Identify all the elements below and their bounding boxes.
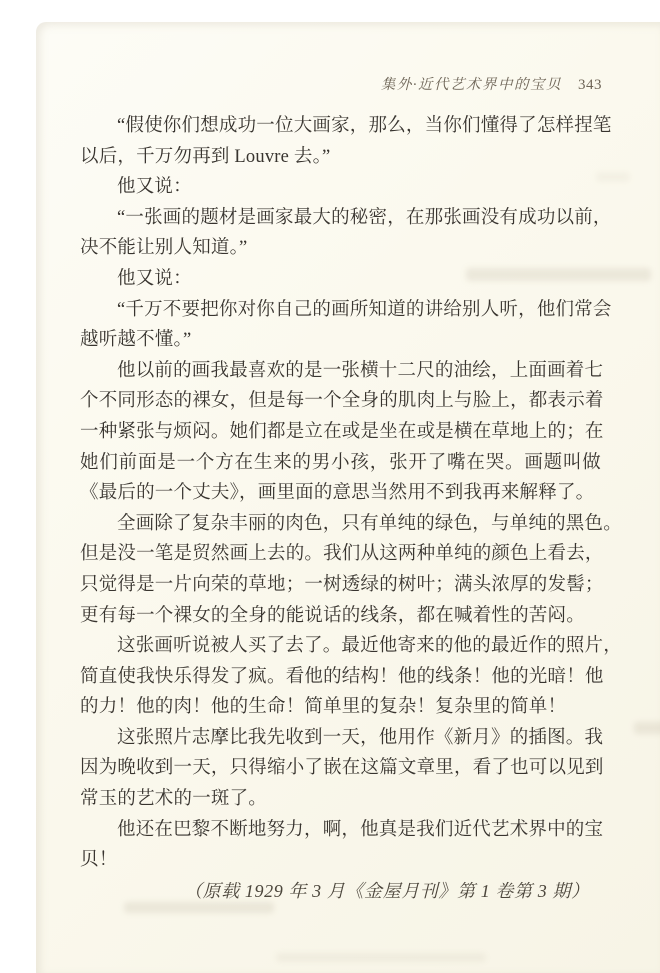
text-line: 简直使我快乐得发了疯。看他的结构！他的线条！他的光暗！他 — [80, 666, 604, 687]
text-line: 只觉得是一片向荣的草地；一树透绿的树叶；满头浓厚的发髻； — [80, 574, 604, 595]
bleed-through-artifact — [634, 722, 660, 734]
text-line: 更有每一个裸女的全身的能说话的线条，都在喊着性的苦闷。 — [80, 605, 585, 626]
text-line: 他又说： — [117, 177, 192, 198]
page-number: 343 — [578, 77, 602, 93]
text-line: 贝！ — [80, 850, 118, 871]
bleed-through-artifact — [596, 172, 630, 182]
text-line: “千万不要把你对你自己的画所知道的讲给别人听，他们常会 — [117, 299, 612, 320]
text-line: 他还在巴黎不断地努力，啊，他真是我们近代艺术界中的宝 — [117, 819, 604, 840]
body-text-block — [80, 111, 622, 876]
source-note: （原载 1929 年 3 月《金屋月刊》第 1 卷第 3 期） — [184, 881, 590, 901]
text-line: 这张画听说被人买了去了。最近他寄来的他的最近作的照片， — [117, 636, 622, 657]
text-line: 他以前的画我最喜欢的是一张横十二尺的油绘，上面画着七 — [117, 360, 604, 381]
text-line: 这张照片志摩比我先收到一天，他用作《新月》的插图。我 — [117, 727, 604, 748]
text-line: 全画除了复杂丰丽的肉色，只有单纯的绿色，与单纯的黑色。 — [117, 513, 622, 534]
section-title: 集外·近代艺术界中的宝贝 — [380, 77, 562, 93]
text-line: 《最后的一个丈夫》，画里面的意思当然用不到我再来解释了。 — [80, 483, 595, 504]
text-line: 决不能让别人知道。” — [80, 238, 248, 259]
text-line: 个不同形态的裸女，但是每一个全身的肌肉上与脸上，都表示着 — [80, 391, 604, 412]
text-line: 因为晚收到一天，只得缩小了嵌在这篇文章里，看了也可以见到 — [80, 758, 604, 779]
text-line: 的力！他的肉！他的生命！简单里的复杂！复杂里的简单！ — [80, 697, 567, 718]
text-line: “一张画的题材是画家最大的秘密，在那张画没有成功以前， — [117, 207, 612, 228]
text-line: 越听越不懂。” — [80, 330, 192, 351]
bleed-through-artifact — [276, 953, 486, 962]
text-line: 常玉的艺术的一斑了。 — [80, 789, 268, 810]
text-line: 但是没一笔是贸然画上去的。我们从这两种单纯的颜色上看去， — [80, 544, 604, 565]
text-line: 他又说： — [117, 268, 192, 289]
text-line: 一种紧张与烦闷。她们都是立在或是坐在或是横在草地上的；在 — [80, 421, 604, 442]
text-line: 她们前面是一个方在生来的男小孩，张开了嘴在哭。画题叫做 — [80, 452, 601, 473]
text-line: 以后，千万勿再到 Louvre 去。” — [80, 146, 331, 167]
running-header — [381, 73, 602, 94]
text-line: “假使你们想成功一位大画家，那么，当你们懂得了怎样捏笔 — [117, 116, 612, 136]
